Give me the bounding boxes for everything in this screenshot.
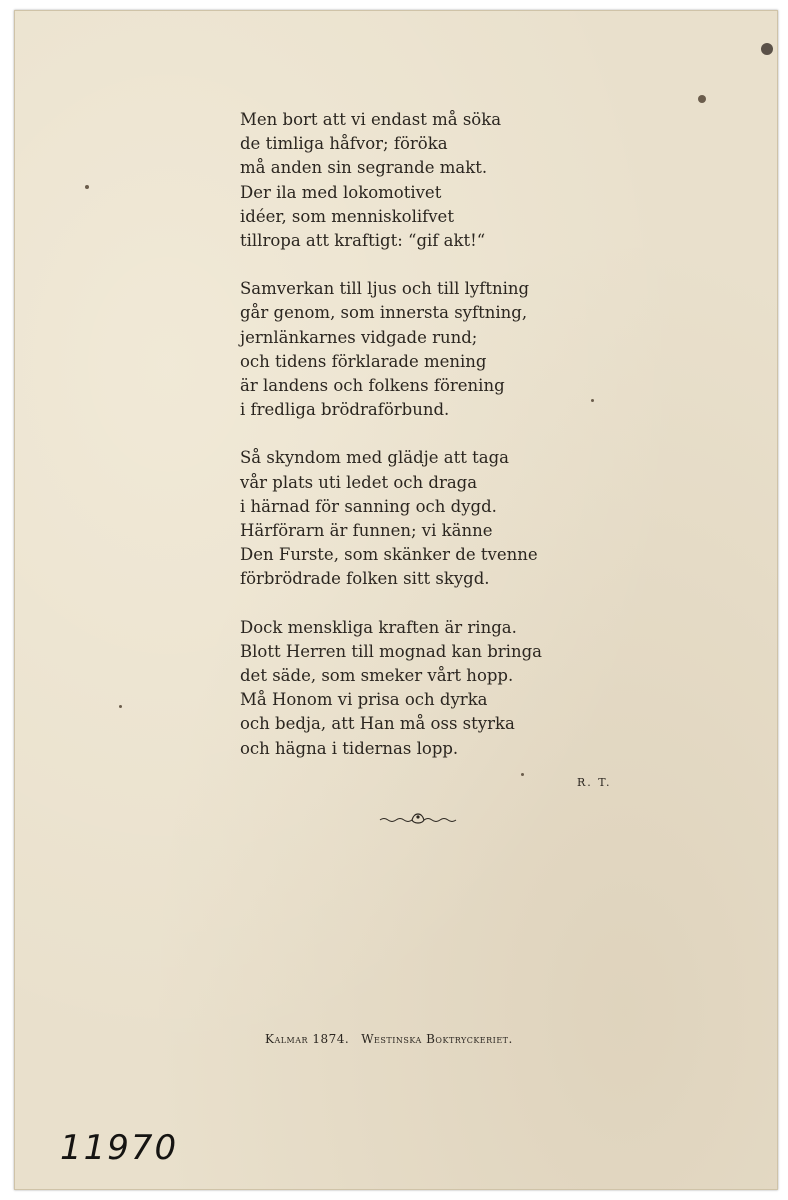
poem-line: Må Honom vi prisa och dyrka <box>240 690 488 710</box>
author-signature: R. T. <box>577 776 612 789</box>
poem-line: vår plats uti ledet och draga <box>240 472 478 492</box>
ink-speck <box>119 705 122 708</box>
poem-line: jernlänkarnes vidgade rund; <box>240 327 478 347</box>
poem-line: må anden sin segrande makt. <box>240 158 488 178</box>
poem-line: Härförarn är funnen; vi känne <box>240 521 493 541</box>
poem-line: i fredliga brödraförbund. <box>240 400 450 420</box>
poem-line: idéer, som menniskolifvet <box>240 206 454 226</box>
poem-line: Blott Herren till mognad kan bringa <box>240 641 542 661</box>
poem-line: går genom, som innersta syftning, <box>240 303 528 323</box>
stanza-4 <box>240 616 600 761</box>
imprint-place-year: Kalmar 1874. <box>265 1032 350 1046</box>
handwritten-archive-number: 11970 <box>60 1128 179 1168</box>
stanza-3 <box>240 446 600 591</box>
imprint-printer: Westinska Boktryckeriet. <box>361 1032 513 1046</box>
poem-line: det säde, som smeker vårt hopp. <box>240 666 514 686</box>
poem-line: Dock menskliga kraften är ringa. <box>240 617 517 637</box>
poem-line: förbrödrade folken sitt skygd. <box>240 569 490 589</box>
ink-speck <box>698 95 706 103</box>
stanza-1 <box>240 108 600 253</box>
poem-line: i härnad för sanning och dygd. <box>240 496 497 516</box>
poem-line: och hägna i tidernas lopp. <box>240 738 459 758</box>
ornament-divider-icon <box>378 808 458 828</box>
poem-line: Men bort att vi endast må söka <box>240 110 502 129</box>
stanza-2 <box>240 277 600 422</box>
poem <box>240 108 600 785</box>
poem-line: Der ila med lokomotivet <box>240 182 442 202</box>
ink-speck <box>85 185 89 189</box>
poem-line: Så skyndom med glädje att taga <box>240 448 509 468</box>
poem-line: Den Furste, som skänker de tvenne <box>240 545 538 565</box>
poem-line: de timliga håfvor; föröka <box>240 134 448 154</box>
poem-line: Samverkan till ljus och till lyftning <box>240 279 530 299</box>
punch-hole <box>761 43 773 55</box>
poem-line: är landens och folkens förening <box>240 376 505 396</box>
poem-line: tillropa att kraftigt: “gif akt!“ <box>240 231 486 251</box>
printer-imprint <box>265 1032 513 1046</box>
poem-line: och bedja, att Han må oss styrka <box>240 714 515 734</box>
poem-line: och tidens förklarade mening <box>240 351 487 371</box>
